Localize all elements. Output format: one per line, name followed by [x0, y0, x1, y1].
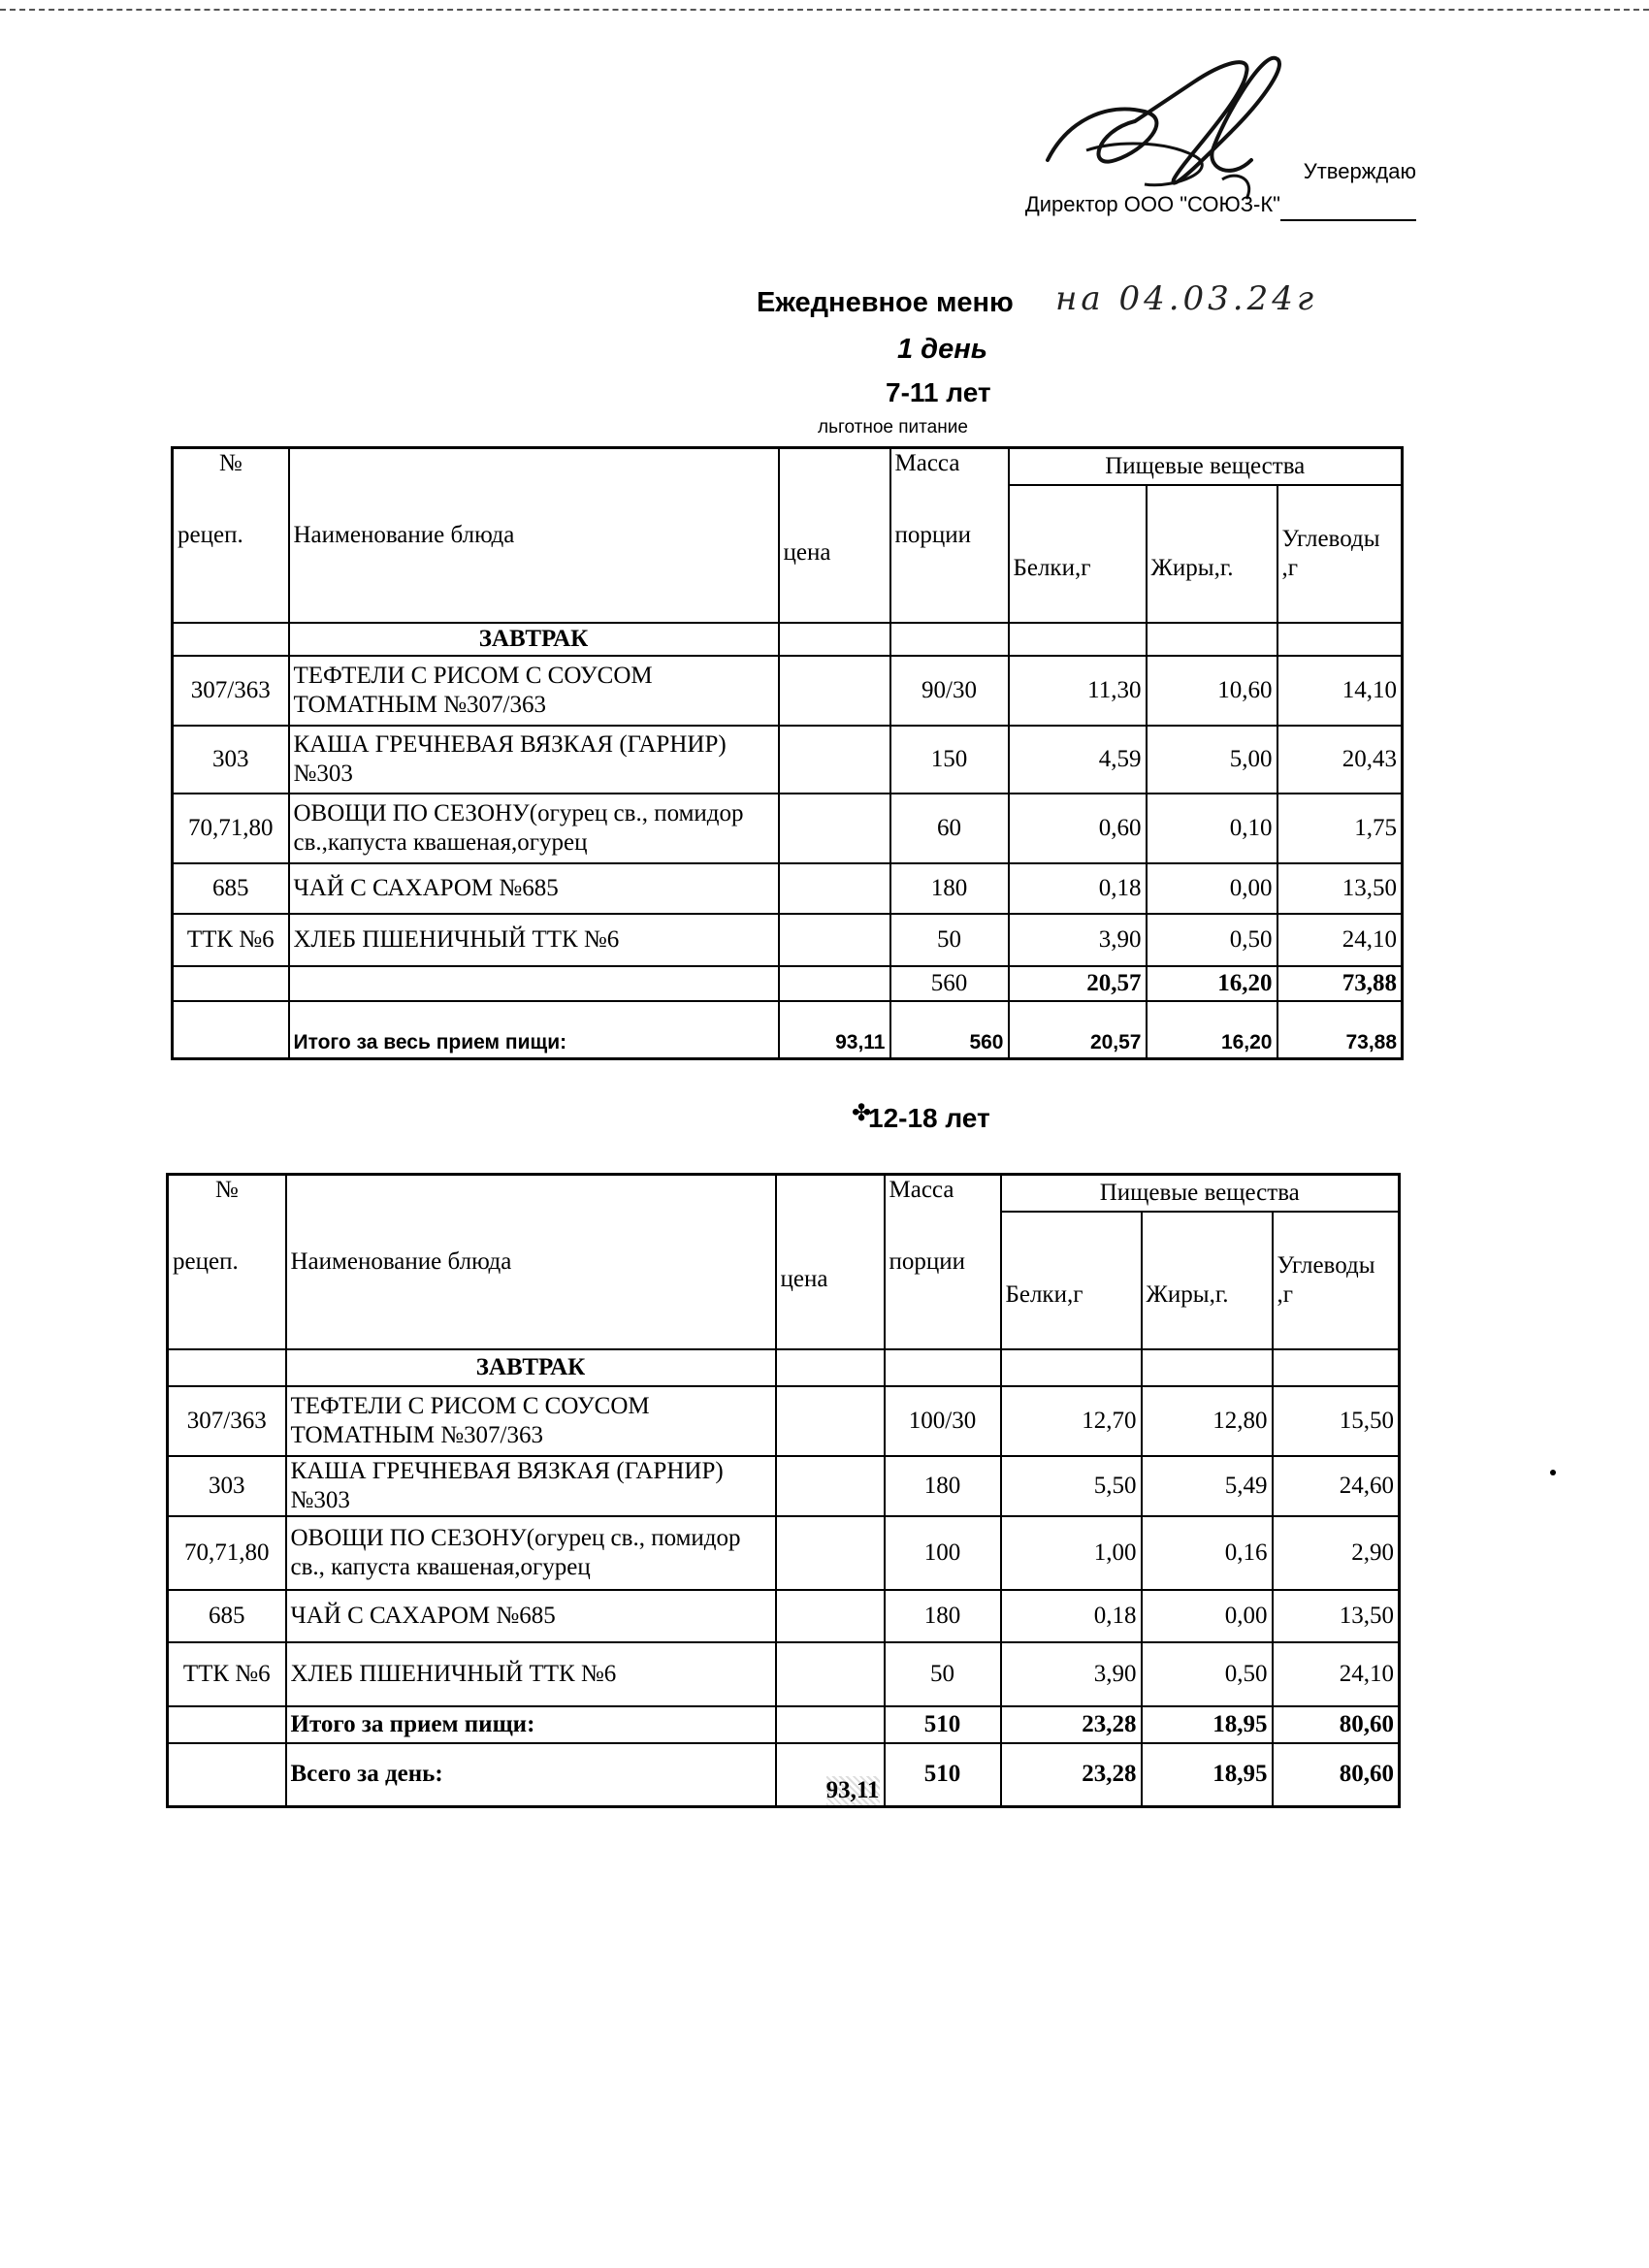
- dish-row: [173, 656, 1403, 726]
- speck: [1550, 1470, 1556, 1475]
- recipe-number: 70,71,80: [168, 1516, 286, 1590]
- carbs-value: 14,10: [1277, 656, 1403, 726]
- subtotal-row: 560 20,57 16,20 73,88: [173, 966, 1403, 1001]
- header-carbs: Углеводы ,г: [1277, 485, 1403, 623]
- recipe-number: 685: [168, 1590, 286, 1642]
- portion-mass: 90/30: [890, 656, 1009, 726]
- recipe-number: 307/363: [173, 656, 289, 726]
- menu-table-7-11: [171, 446, 1404, 1060]
- subtotal-label: Итого за прием пищи:: [286, 1706, 776, 1743]
- age-group-2: 12-18 лет: [868, 1103, 990, 1133]
- protein-value: 11,30: [1009, 656, 1147, 726]
- fat-value: 0,16: [1142, 1516, 1273, 1590]
- total-label: Всего за день:: [286, 1743, 776, 1807]
- dish-name: ОВОЩИ ПО СЕЗОНУ(огурец св., помидор св., капуста квашеная,огурец: [286, 1516, 776, 1590]
- header-protein: Белки,г: [1009, 485, 1147, 623]
- menu-table-12-18: [166, 1173, 1401, 1808]
- dish-row: [168, 1386, 1400, 1456]
- protein-value: 5,50: [1001, 1456, 1142, 1516]
- scan-top-border: [0, 9, 1649, 11]
- dish-price: [776, 1386, 885, 1456]
- page-title: Ежедневное меню: [757, 287, 1014, 318]
- header-price: цена: [776, 1175, 885, 1349]
- portion-mass: 150: [890, 726, 1009, 794]
- portion-mass: 100/30: [885, 1386, 1001, 1456]
- carbs-value: 24,10: [1277, 914, 1403, 966]
- recipe-number: 303: [168, 1456, 286, 1516]
- dish-price: [779, 863, 890, 914]
- header-fat: Жиры,г.: [1142, 1212, 1273, 1349]
- header-mass: Масса порции: [890, 448, 1009, 623]
- day-label: 1 день: [897, 334, 987, 365]
- dish-name: ТЕФТЕЛИ С РИСОМ С СОУСОМ ТОМАТНЫМ №307/363: [286, 1386, 776, 1456]
- approval-line-2: Директор ООО "СОЮЗ-К": [1024, 192, 1280, 216]
- approval-line-1: Утверждаю: [1303, 159, 1416, 183]
- dish-row: [168, 1642, 1400, 1706]
- total-label: Итого за весь прием пищи:: [289, 1001, 779, 1059]
- carbs-value: 20,43: [1277, 726, 1403, 794]
- signature-underline: [1280, 200, 1416, 221]
- recipe-number: 70,71,80: [173, 794, 289, 863]
- protein-value: 4,59: [1009, 726, 1147, 794]
- header-price: цена: [779, 448, 890, 623]
- dish-price: [776, 1590, 885, 1642]
- portion-mass: 50: [885, 1642, 1001, 1706]
- protein-value: 0,18: [1009, 863, 1147, 914]
- fat-value: 5,00: [1147, 726, 1277, 794]
- carbs-value: 15,50: [1273, 1386, 1400, 1456]
- protein-value: 3,90: [1009, 914, 1147, 966]
- dish-name: ТЕФТЕЛИ С РИСОМ С СОУСОМ ТОМАТНЫМ №307/363: [289, 656, 779, 726]
- protein-value: 3,90: [1001, 1642, 1142, 1706]
- dish-row: [173, 914, 1403, 966]
- dish-name: ХЛЕБ ПШЕНИЧНЫЙ ТТК №6: [286, 1642, 776, 1706]
- dish-row: [168, 1590, 1400, 1642]
- fat-value: 0,50: [1147, 914, 1277, 966]
- portion-mass: 180: [890, 863, 1009, 914]
- total-row: Всего за день: 93,11 510 23,28 18,95 80,60: [168, 1743, 1400, 1807]
- meal-label: ЗАВТРАК: [289, 623, 779, 656]
- header-mass: Масса порции: [885, 1175, 1001, 1349]
- fat-value: 0,00: [1147, 863, 1277, 914]
- dish-price: [779, 656, 890, 726]
- handwritten-date: на 04.03.24г: [1055, 279, 1318, 318]
- portion-mass: 180: [885, 1456, 1001, 1516]
- recipe-number: ТТК №6: [173, 914, 289, 966]
- dish-price: [779, 794, 890, 863]
- dish-price: [776, 1516, 885, 1590]
- portion-mass: 50: [890, 914, 1009, 966]
- fat-value: 0,10: [1147, 794, 1277, 863]
- dish-price: [776, 1642, 885, 1706]
- carbs-value: 13,50: [1273, 1590, 1400, 1642]
- subtotal-row: Итого за прием пищи: 510 23,28 18,95 80,60: [168, 1706, 1400, 1743]
- recipe-number: 303: [173, 726, 289, 794]
- carbs-value: 24,60: [1273, 1456, 1400, 1516]
- recipe-number: ТТК №6: [168, 1642, 286, 1706]
- dish-row: [168, 1456, 1400, 1516]
- portion-mass: 100: [885, 1516, 1001, 1590]
- recipe-number: 685: [173, 863, 289, 914]
- fat-value: 10,60: [1147, 656, 1277, 726]
- header-fat: Жиры,г.: [1147, 485, 1277, 623]
- portion-mass: 180: [885, 1590, 1001, 1642]
- fat-value: 12,80: [1142, 1386, 1273, 1456]
- meal-label: ЗАВТРАК: [286, 1349, 776, 1386]
- fat-value: 0,50: [1142, 1642, 1273, 1706]
- header-num: № рецеп.: [173, 448, 289, 623]
- header-name: Наименование блюда: [289, 448, 779, 623]
- dish-name: КАША ГРЕЧНЕВАЯ ВЯЗКАЯ (ГАРНИР) №303: [289, 726, 779, 794]
- protein-value: 1,00: [1001, 1516, 1142, 1590]
- fat-value: 5,49: [1142, 1456, 1273, 1516]
- carbs-value: 1,75: [1277, 794, 1403, 863]
- total-price: 93,11: [825, 1777, 880, 1803]
- dish-name: ЧАЙ С САХАРОМ №685: [289, 863, 779, 914]
- recipe-number: 307/363: [168, 1386, 286, 1456]
- total-row: Итого за весь прием пищи: 93,11 560 20,57 16,20 73,88: [173, 1001, 1403, 1059]
- header-nutrients: Пищевые вещества: [1009, 448, 1403, 485]
- fat-value: 0,00: [1142, 1590, 1273, 1642]
- protein-value: 0,18: [1001, 1590, 1142, 1642]
- dish-name: КАША ГРЕЧНЕВАЯ ВЯЗКАЯ (ГАРНИР) №303: [286, 1456, 776, 1516]
- dish-row: [173, 863, 1403, 914]
- dish-name: ОВОЩИ ПО СЕЗОНУ(огурец св., помидор св.,капуста квашеная,огурец: [289, 794, 779, 863]
- dish-price: [776, 1456, 885, 1516]
- carbs-value: 2,90: [1273, 1516, 1400, 1590]
- header-nutrients: Пищевые вещества: [1001, 1175, 1400, 1212]
- subtitle: льготное питание: [818, 417, 968, 437]
- protein-value: 12,70: [1001, 1386, 1142, 1456]
- dish-price: [779, 914, 890, 966]
- dish-row: [168, 1516, 1400, 1590]
- carbs-value: 24,10: [1273, 1642, 1400, 1706]
- dish-row: [173, 726, 1403, 794]
- header-num: № рецеп.: [168, 1175, 286, 1349]
- approval-block: [970, 155, 1416, 221]
- header-carbs: Углеводы ,г: [1273, 1212, 1400, 1349]
- header-protein: Белки,г: [1001, 1212, 1142, 1349]
- protein-value: 0,60: [1009, 794, 1147, 863]
- dish-name: ЧАЙ С САХАРОМ №685: [286, 1590, 776, 1642]
- header-name: Наименование блюда: [286, 1175, 776, 1349]
- carbs-value: 13,50: [1277, 863, 1403, 914]
- dish-price: [779, 726, 890, 794]
- dish-row: [173, 794, 1403, 863]
- smudge-mark: ✤: [852, 1101, 872, 1126]
- age-group-1: 7-11 лет: [886, 377, 991, 407]
- total-price: 93,11: [779, 1001, 890, 1059]
- dish-name: ХЛЕБ ПШЕНИЧНЫЙ ТТК №6: [289, 914, 779, 966]
- portion-mass: 60: [890, 794, 1009, 863]
